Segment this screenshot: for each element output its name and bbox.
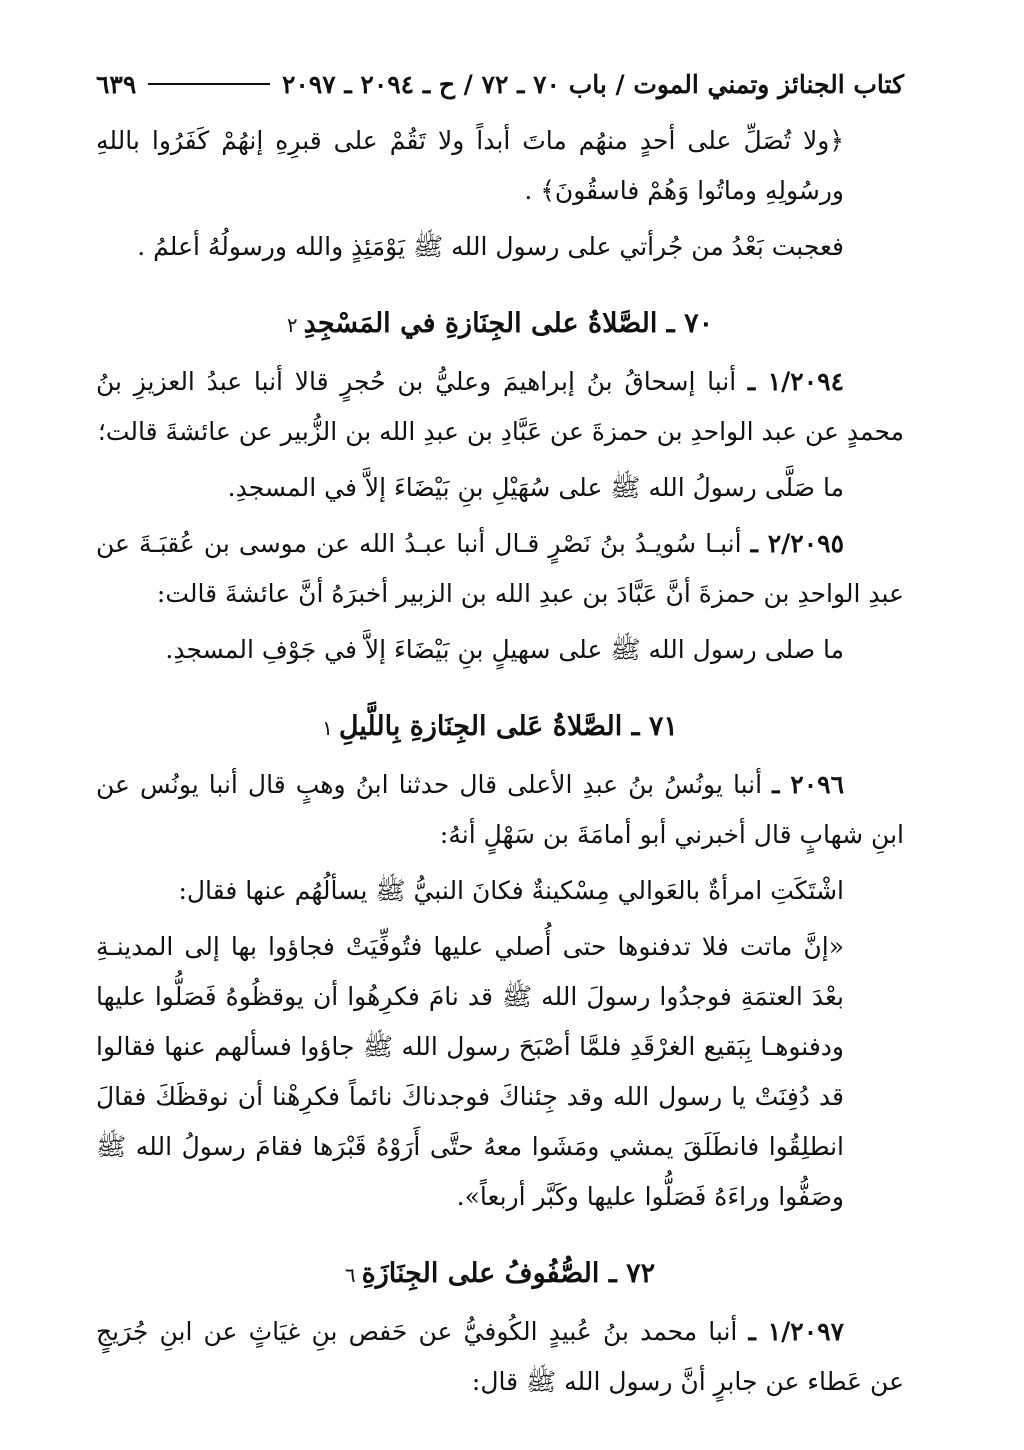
hadith-paragraph [96, 519, 904, 619]
hadith-number: ٢٠٩٦ ـ [772, 770, 844, 799]
section-heading-text: ٧٠ ـ الصَّلاةُ على الجِنَازةِ في المَسْجِدِ [303, 308, 714, 339]
body-paragraph: «إنَّ ماتت فلا تدفنوها حتى أُصلي عليها فتُوفِّيَتْ فجاؤوا بها إلى المدينـةِ بعْدَ العتمَةِ فوجدُوا رسولَ الله ﷺ قد نامَ فكرِهُوا أن يوقظُوهُ فَصَلُّوا عليها ودفنوهـا بِبَقيع الغرْقَدِ فلمَّا أصْبَحَ رسول الله ﷺ جاؤوا فسألهم عنها فقالوا قد دُفِنَتْ يا رسول الله وقد جِئناكَ فوجدناكَ نائماً فكرِهْنا أن نوقظَكَ فقالَ انطلِقُوا فانطَلَقَ يمشي ومَشَوا معهُ حتَّى أَرَوْهُ قَبْرَها فقامَ رسولُ الله ﷺ وصَفُّوا وراءَهُ فَصَلُّوا عليها وكَبَّر أربعاً». [96, 932, 844, 1211]
header-title: كتاب الجنائز وتمني الموت / باب ٧٠ ـ ٧٢ / ح ـ ٢٠٩٤ ـ ٢٠٩٧ [281, 70, 904, 99]
hadith-paragraph [96, 357, 904, 457]
body-paragraph: ما صَلَّى رسولُ الله ﷺ على سُهَيْلِ بنِ بَيْضَاءَ إلاَّ في المسجدِ. [227, 473, 844, 502]
section-heading [96, 298, 904, 351]
hadith-number: ١/٢٠٩٤ ـ [747, 367, 845, 396]
header-rule [148, 83, 270, 85]
section-heading-text: ٧٢ ـ الصُّفُوفُ على الجِنَازَةِ [361, 1258, 656, 1289]
section-heading-text: ٧١ ـ الصَّلاةُ عَلى الجِنَازةِ بِاللَّيلِ [338, 711, 678, 742]
section-heading [96, 1248, 904, 1301]
section-hadith-count: ٦ [344, 1263, 356, 1287]
section-heading [96, 701, 904, 754]
hadith-paragraph [96, 760, 904, 860]
hadith-paragraph [96, 1307, 904, 1407]
body-paragraph: فعجبت بَعْدُ من جُرأتي على رسول الله ﷺ يَوْمَئِذٍ والله ورسولُهُ أعلمُ . [137, 232, 844, 261]
hadith-text: أنبا إسحاقُ بنُ إبراهيمَ وعليُّ بن حُجرٍ قالا أنبا عبدُ العزيزِ بنُ محمدٍ عن عبد الواحدِ بن حمزةَ عن عَبَّادِ بن عبدِ الله بن الزُّبير عن عائشةَ قالت؛ [96, 367, 904, 446]
running-header [96, 70, 904, 110]
hadith-number: ٢/٢٠٩٥ ـ [750, 529, 845, 558]
hadith-text: أنبـا سُويـدُ بنُ نَصْرٍ قـال أنبا عبـدُ الله عن موسى بن عُقبَـةَ عن عبدِ الواحدِ بن حمزةَ أنَّ عَبَّادَ بن عبدِ الله بن الزبير أخبرَهُ أنَّ عائشةَ قالت: [96, 529, 904, 608]
body-paragraph: اشْتَكَتِ امرأةٌ بالعَوالي مِسْكينةٌ فكانَ النبيُّ ﷺ يسألُهُم عنها فقال: [178, 876, 844, 905]
body-paragraph: ﴿ولا تُصَلِّ على أحدٍ منهُم ماتَ أبداً ولا تَقُمْ على قبرِهِ إنهُمْ كَفَرُوا باللهِ ورسُولِهِ وماتُوا وَهُمْ فاسقُونَ﴾ . [96, 126, 844, 205]
page-content [96, 116, 904, 1407]
body-paragraph: ما صلى رسول الله ﷺ على سهيلٍ بنِ بَيْضَاءَ إلاَّ في جَوْفِ المسجدِ. [165, 635, 844, 664]
section-hadith-count: ٢ [286, 313, 298, 337]
hadith-text: أنبا يونُسُ بنُ عبدِ الأعلى قال حدثنا ابنُ وهبٍ قال أنبا يونُس عن ابنِ شهابٍ قال أخبرني أبو أمامَةَ بن سَهْلٍ أنهُ: [96, 770, 904, 849]
section-hadith-count: ١ [322, 716, 333, 740]
page-number: ٦٣٩ [96, 70, 137, 99]
hadith-number: ١/٢٠٩٧ ـ [748, 1317, 845, 1346]
hadith-text: أنبا محمد بنُ عُبيدٍ الكُوفيُّ عن حَفص بنِ غيَاثٍ عن ابنِ جُرَيجٍ عن عَطاء عن جابرٍ أنَّ رسول الله ﷺ قال: [96, 1317, 904, 1396]
